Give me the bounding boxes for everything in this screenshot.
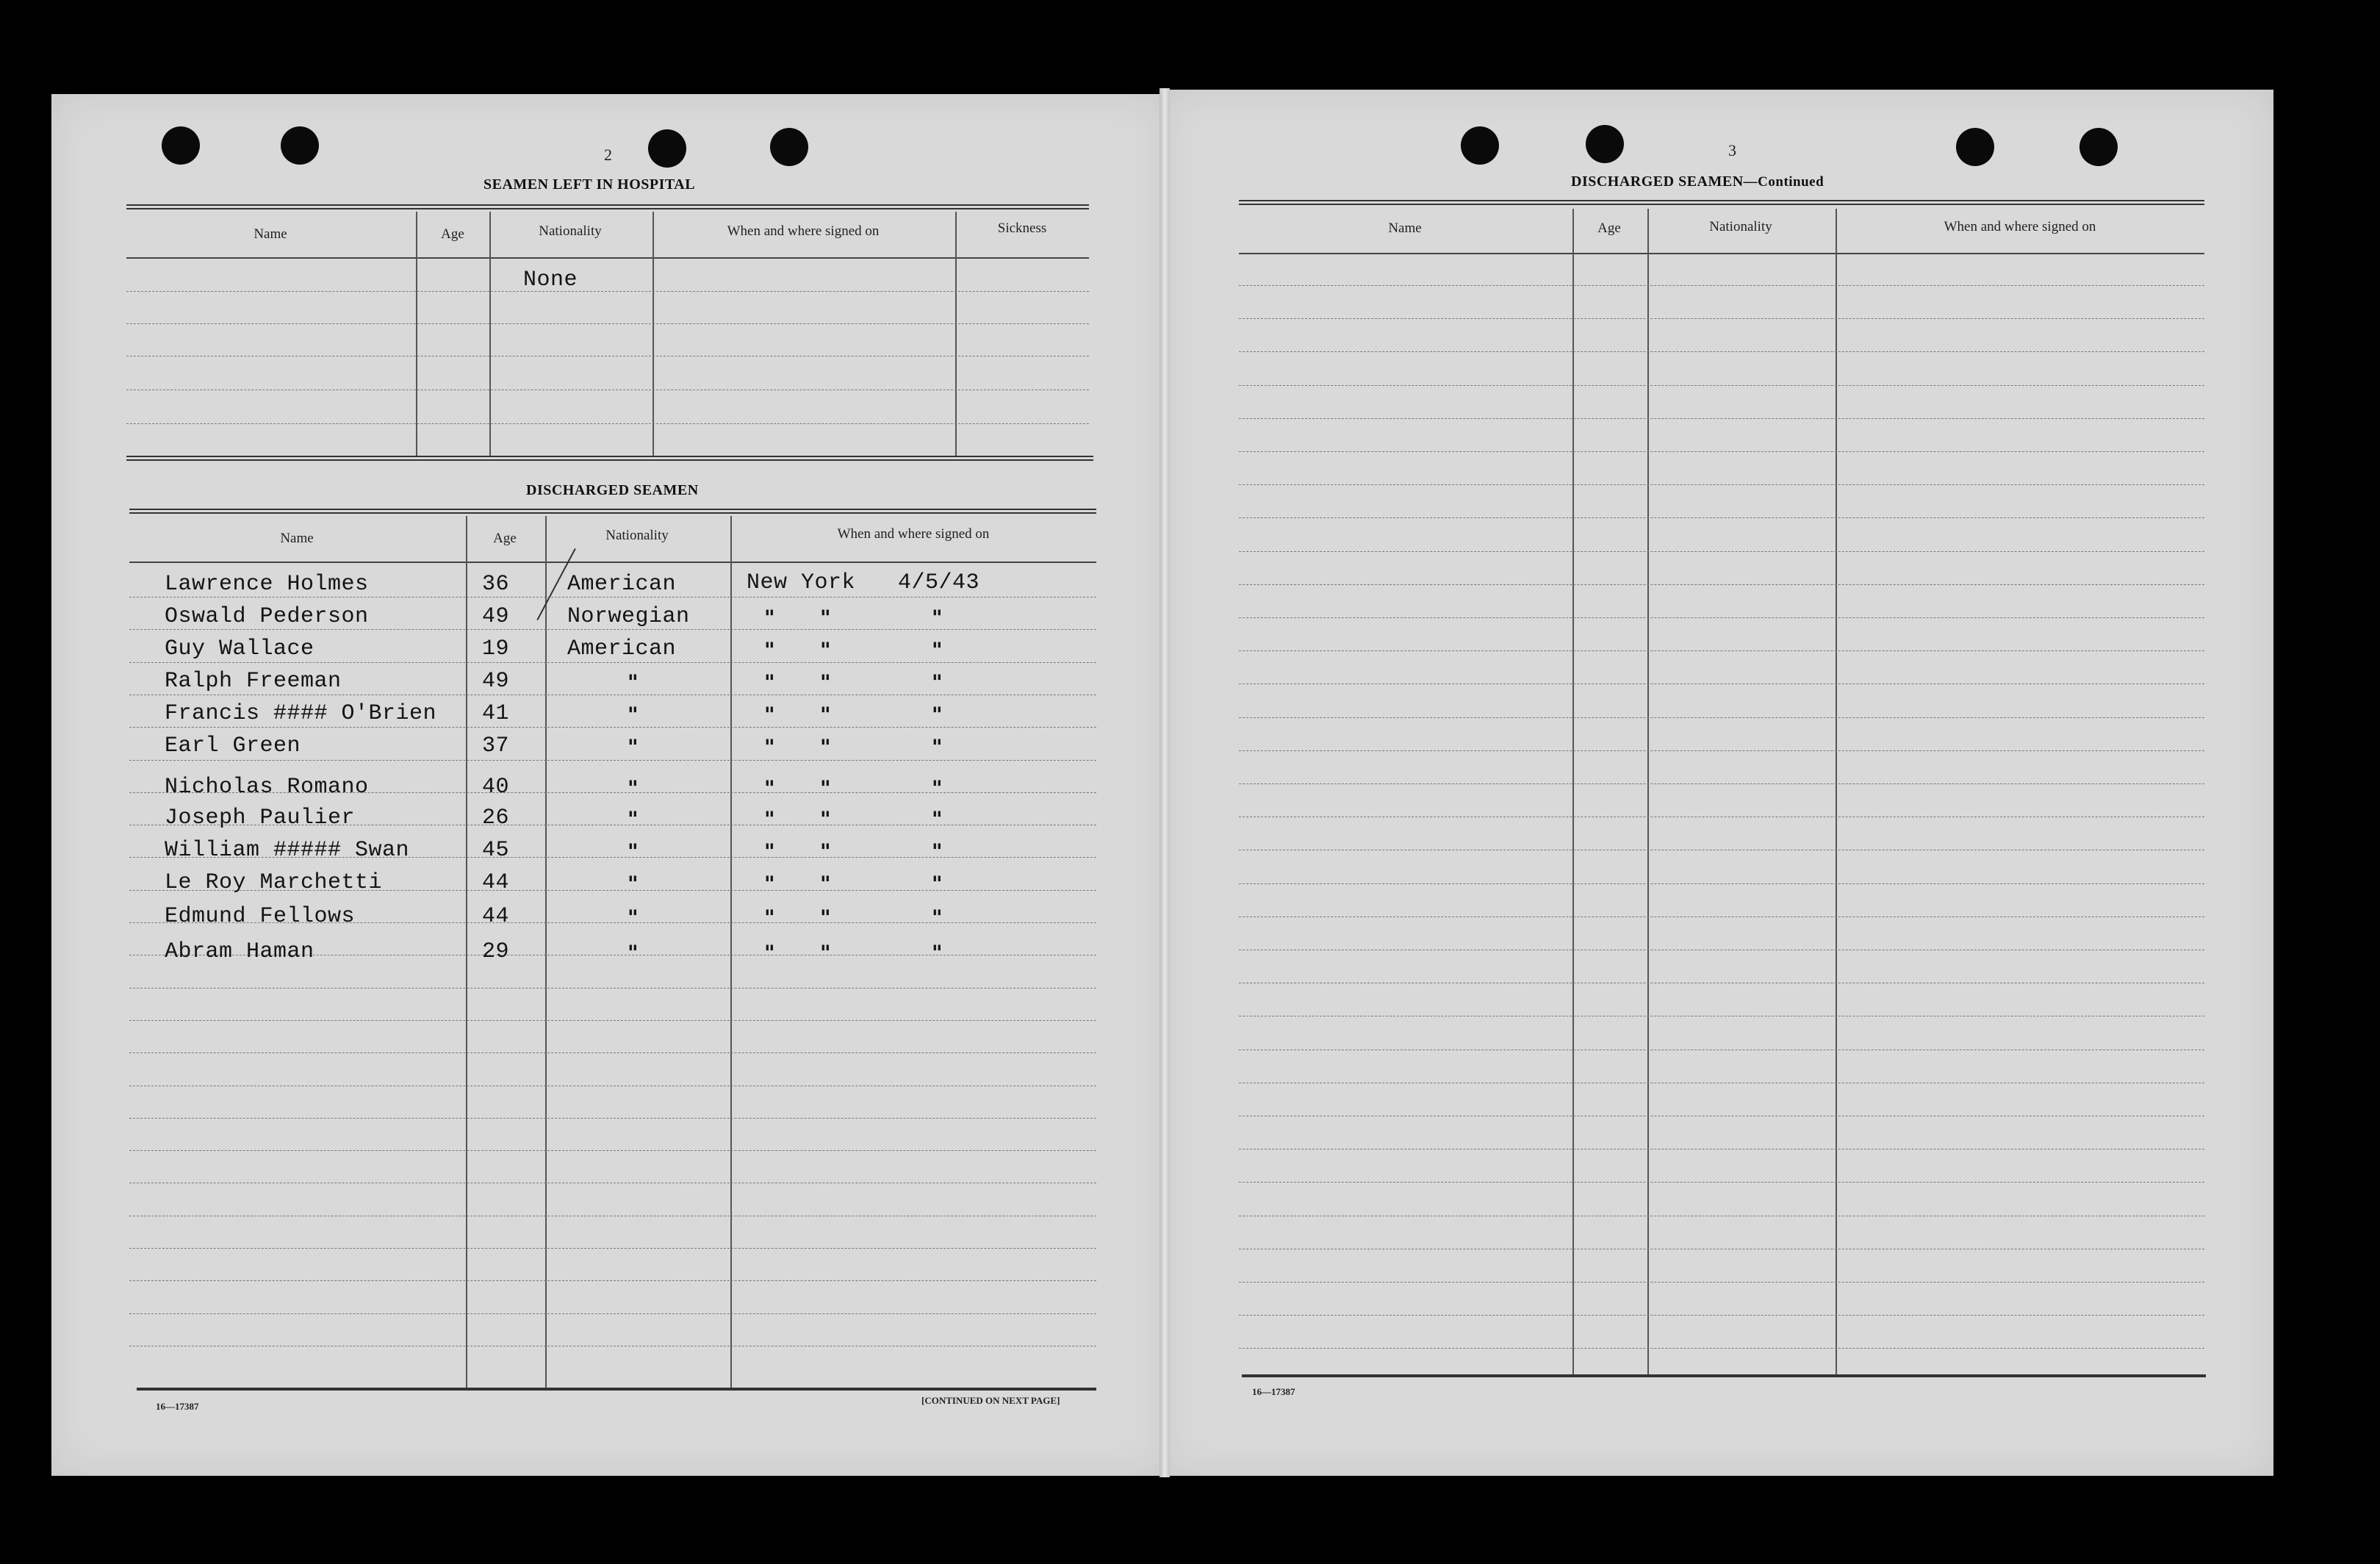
hospital-divider [416, 212, 417, 457]
ruled-line [1239, 717, 2204, 718]
ditto-mark: " [628, 776, 639, 800]
ruled-line [1239, 617, 2204, 618]
ditto-mark: " [820, 638, 831, 662]
ditto-mark: " [932, 905, 943, 930]
row-name: Joseph Paulier [165, 806, 356, 831]
row-age: 26 [482, 806, 510, 831]
right-section-title-suffix: —Continued [1743, 174, 1824, 190]
row-age: 29 [482, 939, 510, 964]
row-age: 37 [482, 733, 510, 758]
ruled-line [129, 1280, 1096, 1281]
punch-hole [770, 128, 808, 166]
hospital-col-sickness: Sickness [997, 220, 1047, 236]
right-col-name: Name [1388, 220, 1422, 236]
ditto-mark: " [628, 807, 639, 831]
ditto-mark: " [764, 638, 775, 662]
ruled-line [1239, 318, 2204, 319]
ditto-mark: " [764, 941, 775, 965]
ruled-line [1239, 418, 2204, 419]
discharged-col-nationality: Nationality [605, 528, 669, 543]
hospital-section-title: SEAMEN LEFT IN HOSPITAL [483, 176, 696, 193]
row-nationality: American [567, 572, 677, 597]
ruled-line [1239, 1348, 2204, 1349]
ditto-mark: " [932, 872, 943, 896]
discharged-divider [545, 516, 547, 1388]
ruled-line [129, 988, 1096, 989]
ruled-line [1239, 451, 2204, 452]
ruled-line [1239, 883, 2204, 884]
ruled-line [129, 662, 1096, 663]
discharged-col-signed-on: When and where signed on [837, 526, 990, 542]
hospital-divider [652, 212, 654, 457]
ruled-line [1239, 285, 2204, 286]
ditto-mark: " [932, 606, 943, 630]
right-page [1161, 90, 2273, 1476]
right-section-title-main: DISCHARGED SEAMEN [1571, 173, 1744, 190]
right-divider [1836, 209, 1837, 1376]
ditto-mark: " [820, 606, 831, 630]
ditto-mark: " [820, 839, 831, 864]
hospital-divider [489, 212, 491, 457]
row-name: Francis #### O'Brien [165, 701, 437, 726]
ditto-mark: " [628, 905, 639, 930]
hospital-rule [126, 423, 1089, 424]
ruled-line [1239, 750, 2204, 751]
punch-hole [2079, 128, 2118, 166]
hospital-bottom-border [126, 456, 1093, 461]
right-header-bottom [1239, 253, 2204, 254]
ruled-line [1239, 650, 2204, 651]
ditto-mark: " [764, 776, 775, 800]
discharged-top-border [129, 509, 1096, 514]
ditto-mark: " [764, 735, 775, 759]
row-name: Oswald Pederson [165, 604, 369, 629]
ditto-mark: " [820, 703, 831, 727]
ditto-mark: " [628, 872, 639, 896]
hospital-col-nationality: Nationality [539, 223, 602, 239]
ditto-mark: " [932, 776, 943, 800]
hospital-rule [126, 291, 1089, 292]
ruled-line [129, 760, 1096, 761]
ruled-line [1239, 1282, 2204, 1283]
ditto-mark: " [932, 703, 943, 727]
row-name: Le Roy Marchetti [165, 870, 383, 895]
ruled-line [1239, 1315, 2204, 1316]
row-name: Abram Haman [165, 939, 314, 964]
punch-hole [1956, 128, 1994, 166]
hospital-entry: None [523, 268, 578, 293]
ditto-mark: " [932, 839, 943, 864]
ditto-mark: " [932, 638, 943, 662]
row-place: New York [747, 570, 856, 595]
row-name: William ##### Swan [165, 838, 410, 863]
row-name: Nicholas Romano [165, 775, 369, 800]
row-name: Ralph Freeman [165, 669, 342, 694]
row-age: 45 [482, 838, 510, 863]
right-col-nationality: Nationality [1709, 219, 1772, 234]
ruled-line [129, 597, 1096, 598]
punch-hole [1586, 125, 1624, 163]
ditto-mark: " [932, 941, 943, 965]
continued-note: [CONTINUED ON NEXT PAGE] [921, 1395, 1060, 1406]
row-age: 49 [482, 604, 510, 629]
row-name: Earl Green [165, 733, 301, 758]
right-divider [1572, 209, 1574, 1376]
row-age: 36 [482, 572, 510, 597]
row-nationality: Norwegian [567, 604, 690, 629]
right-divider [1647, 209, 1649, 1376]
right-section-title [1571, 173, 1824, 190]
ditto-mark: " [628, 670, 639, 695]
discharged-divider [466, 516, 467, 1388]
ditto-mark: " [764, 872, 775, 896]
page-number-left: 2 [604, 146, 612, 164]
discharged-section-title: DISCHARGED SEAMEN [526, 482, 699, 498]
right-col-age: Age [1597, 220, 1621, 236]
hospital-divider [955, 212, 957, 457]
ruled-line [129, 1020, 1096, 1021]
ditto-mark: " [932, 670, 943, 695]
ruled-line [1239, 584, 2204, 585]
form-number-left: 16—17387 [156, 1401, 199, 1412]
ditto-mark: " [764, 839, 775, 864]
ditto-mark: " [628, 703, 639, 727]
ditto-mark: " [820, 905, 831, 930]
ditto-mark: " [820, 941, 831, 965]
ruled-line [129, 1118, 1096, 1119]
form-number-right: 16—17387 [1252, 1386, 1295, 1397]
row-name: Guy Wallace [165, 636, 314, 661]
ruled-line [1239, 551, 2204, 552]
ditto-mark: " [932, 735, 943, 759]
row-age: 40 [482, 775, 510, 800]
row-nationality: American [567, 636, 677, 661]
ditto-mark: " [764, 606, 775, 630]
punch-hole [281, 126, 319, 165]
ruled-line [129, 727, 1096, 728]
row-age: 19 [482, 636, 510, 661]
ditto-mark: " [628, 839, 639, 864]
right-col-signed-on: When and where signed on [1944, 219, 2096, 234]
ditto-mark: " [764, 807, 775, 831]
page-number-right: 3 [1728, 141, 1736, 159]
ditto-mark: " [820, 807, 831, 831]
ruled-line [129, 1248, 1096, 1249]
hospital-col-signed-on: When and where signed on [727, 223, 880, 239]
hospital-top-border [126, 204, 1089, 209]
ditto-mark: " [628, 735, 639, 759]
row-date: 4/5/43 [898, 570, 980, 595]
discharged-col-name: Name [280, 531, 314, 546]
row-name: Lawrence Holmes [165, 572, 369, 597]
ditto-mark: " [820, 776, 831, 800]
ruled-line [129, 1313, 1096, 1314]
ruled-line [1239, 385, 2204, 386]
ruled-line [1239, 517, 2204, 518]
hospital-rule [126, 323, 1089, 324]
row-age: 49 [482, 669, 510, 694]
ditto-mark: " [764, 905, 775, 930]
ditto-mark: " [820, 735, 831, 759]
ruled-line [1239, 916, 2204, 917]
punch-hole [648, 129, 686, 168]
discharged-col-age: Age [493, 531, 517, 546]
discharged-header-bottom [129, 562, 1096, 563]
ditto-mark: " [820, 670, 831, 695]
ruled-line [129, 1150, 1096, 1151]
book-spine [1160, 88, 1170, 1477]
row-name: Edmund Fellows [165, 904, 356, 929]
discharged-divider [730, 516, 732, 1388]
ruled-line [129, 1052, 1096, 1053]
ruled-line [129, 629, 1096, 630]
ditto-mark: " [932, 807, 943, 831]
hospital-col-name: Name [254, 226, 287, 242]
ditto-mark: " [764, 670, 775, 695]
ruled-line [1239, 351, 2204, 352]
ditto-mark: " [764, 703, 775, 727]
ruled-line [1239, 1182, 2204, 1183]
row-age: 41 [482, 701, 510, 726]
ditto-mark: " [628, 941, 639, 965]
hospital-header-bottom [126, 257, 1089, 259]
punch-hole [162, 126, 200, 165]
ruled-line [1239, 484, 2204, 485]
row-age: 44 [482, 870, 510, 895]
row-age: 44 [482, 904, 510, 929]
ditto-mark: " [820, 872, 831, 896]
ruled-line [1239, 783, 2204, 784]
hospital-col-age: Age [441, 226, 464, 242]
punch-hole [1461, 126, 1499, 165]
right-top-border [1239, 200, 2204, 205]
discharged-bottom-border [137, 1388, 1096, 1391]
right-bottom-border [1242, 1374, 2206, 1377]
